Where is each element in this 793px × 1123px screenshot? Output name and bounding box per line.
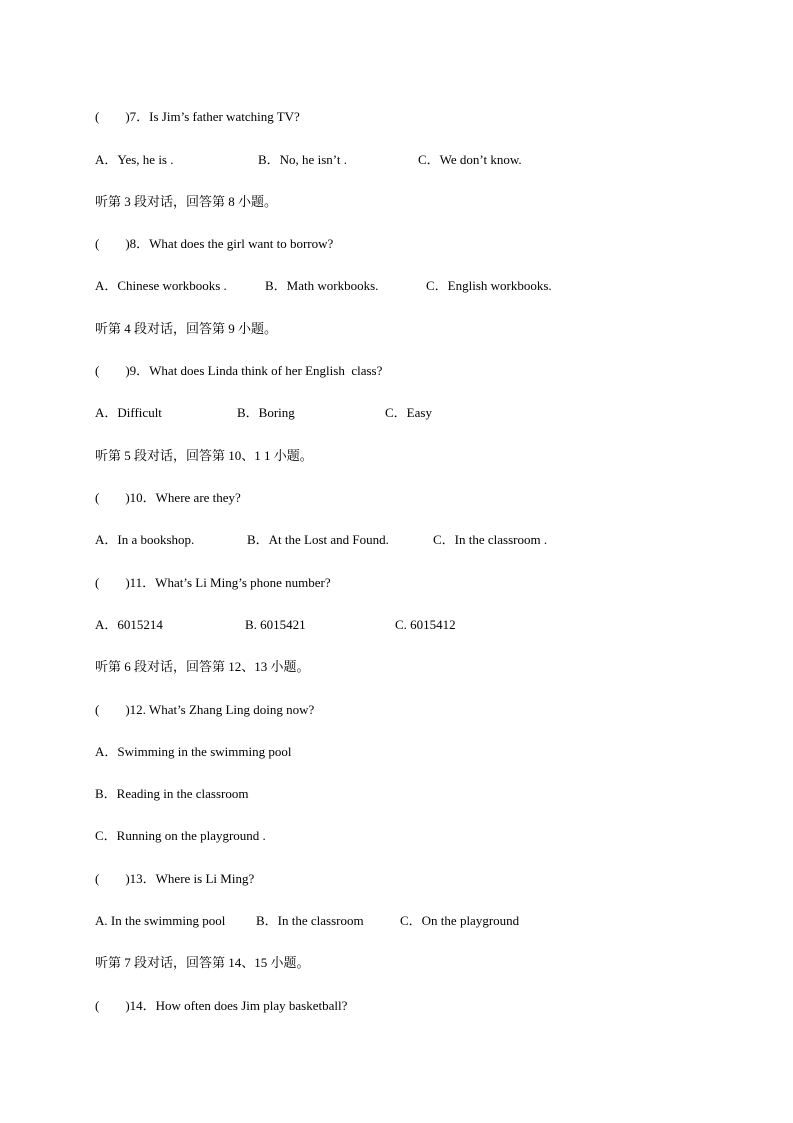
options-question-8: [95, 276, 552, 296]
option-b: B. 6015421: [245, 617, 306, 632]
question-9: ( )9．What does Linda think of her English class?: [95, 363, 383, 378]
section-instruction-6: 听第 6 段对话，回答第 12、13 小题。: [95, 659, 310, 674]
option-b: B．Boring: [237, 405, 295, 420]
option-a: A．Yes, he is .: [95, 152, 174, 167]
option-b: B．Math workbooks.: [265, 278, 379, 293]
option-c: C．We don’t know.: [418, 152, 522, 167]
options-question-9: [95, 403, 432, 423]
options-question-11: [95, 615, 456, 635]
option-a: A．Chinese workbooks .: [95, 278, 227, 293]
option-c-question-12: C．Running on the playground .: [95, 828, 266, 843]
options-question-13: [95, 911, 520, 931]
options-question-10: [95, 530, 548, 550]
question-13: ( )13．Where is Li Ming?: [95, 871, 255, 886]
question-10: ( )10．Where are they?: [95, 490, 241, 505]
option-a: A．In a bookshop.: [95, 532, 195, 547]
question-12: ( )12. What’s Zhang Ling doing now?: [95, 702, 315, 717]
option-a: A. In the swimming pool: [95, 913, 226, 928]
question-8: ( )8．What does the girl want to borrow?: [95, 236, 334, 251]
option-a: A．Difficult: [95, 405, 162, 420]
section-instruction-7: 听第 7 段对话，回答第 14、15 小题。: [95, 955, 310, 970]
section-instruction-4: 听第 4 段对话，回答第 9 小题。: [95, 321, 278, 336]
option-b: B．At the Lost and Found.: [247, 532, 389, 547]
question-7: ( )7．Is Jim’s father watching TV?: [95, 109, 300, 124]
option-b-question-12: B．Reading in the classroom: [95, 786, 249, 801]
option-b: B．No, he isn’t .: [258, 152, 347, 167]
section-instruction-5: 听第 5 段对话，回答第 10、1 1 小题。: [95, 448, 313, 463]
options-question-7: [95, 150, 522, 170]
question-14: ( )14．How often does Jim play basketball?: [95, 998, 348, 1013]
option-c: C．English workbooks.: [426, 278, 552, 293]
option-b: B．In the classroom: [256, 913, 364, 928]
section-instruction-3: 听第 3 段对话，回答第 8 小题。: [95, 194, 278, 209]
question-11: ( )11．What’s Li Ming’s phone number?: [95, 575, 331, 590]
option-c: C．In the classroom .: [433, 532, 548, 547]
option-c: C．On the playground: [400, 913, 520, 928]
option-c: C. 6015412: [395, 617, 456, 632]
option-a: A．6015214: [95, 617, 163, 632]
option-c: C．Easy: [385, 405, 432, 420]
option-a-question-12: A．Swimming in the swimming pool: [95, 744, 292, 759]
